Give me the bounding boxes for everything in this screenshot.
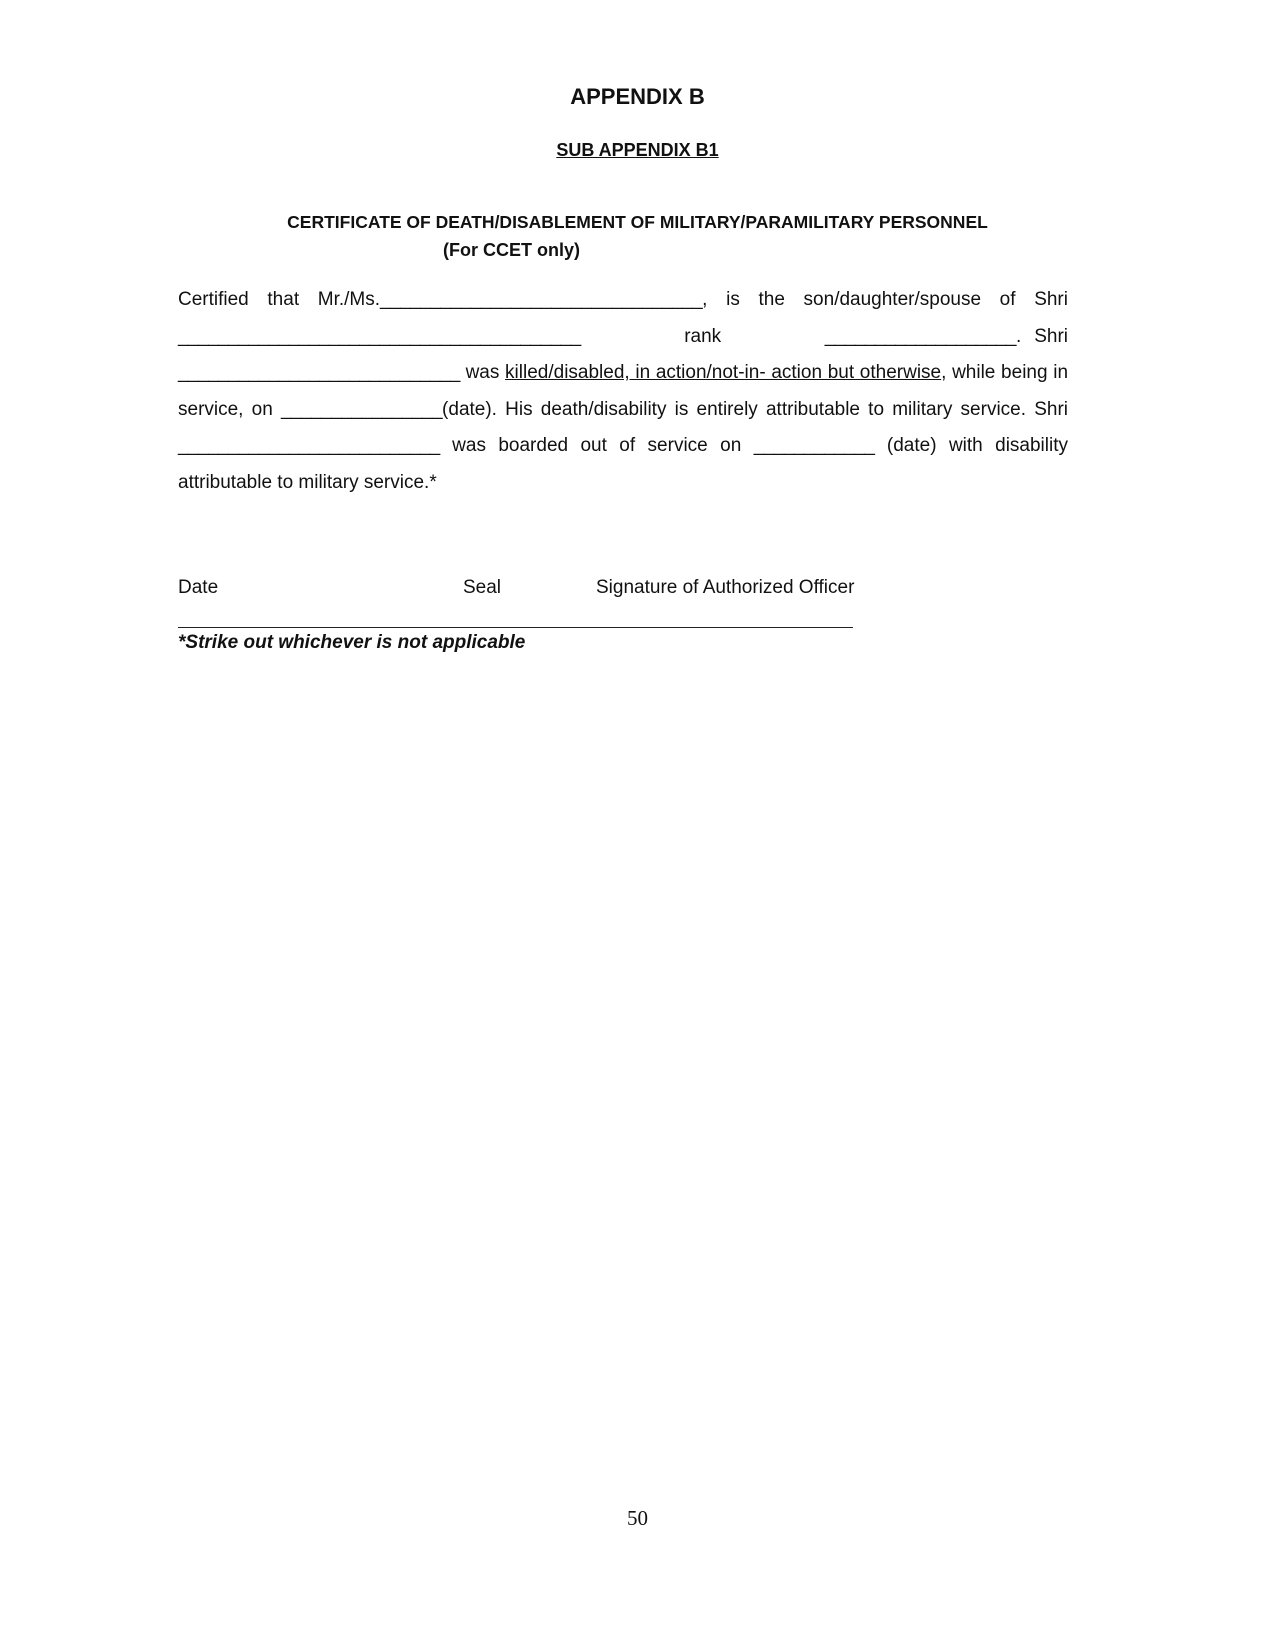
body-text: was [465, 362, 500, 383]
underlined-phrase: killed/disabled, in action/not-in- action but otherwise [505, 362, 942, 383]
body-text: , is the son/daughter/spouse of Shri [702, 289, 1068, 310]
document-title: APPENDIX B [570, 84, 705, 109]
boarded-date-blank: ____________ [753, 435, 875, 456]
body-text: (date) with disability attributable to military service.* [178, 435, 1068, 493]
body-text: . Shri [1016, 325, 1069, 347]
service-date-blank: ________________ [280, 398, 443, 420]
seal-label: Seal [463, 577, 502, 598]
date-label: Date [178, 577, 219, 598]
document-subtitle: SUB APPENDIX B1 [556, 140, 719, 160]
parent-name-blank: ________________________________________ [178, 325, 581, 347]
shri-name-blank: ____________________________ [178, 362, 460, 383]
footnote: *Strike out whichever is not applicable [178, 632, 526, 653]
body-text: , while being in service, on [178, 362, 1069, 420]
body-text: rank [684, 325, 722, 347]
body-text: (date). His death/disability is entirely attributable to military service. Shri [442, 398, 1068, 420]
divider-line [178, 627, 853, 628]
certificate-body [178, 282, 1068, 501]
certificate-heading: CERTIFICATE OF DEATH/DISABLEMENT OF MILITARY/PARAMILITARY PERSONNEL [287, 212, 988, 232]
rank-blank: ___________________ [824, 325, 1016, 347]
boarded-name-blank: __________________________ [178, 435, 440, 456]
body-text: Certified that Mr./Ms. [178, 289, 381, 310]
name-blank: ________________________________ [380, 289, 703, 310]
certificate-subheading: (For CCET only) [443, 240, 580, 260]
body-text: was boarded out of service on [452, 435, 742, 456]
officer-signature-label: Signature of Authorized Officer [596, 577, 855, 598]
page-number: 50 [627, 1506, 648, 1530]
